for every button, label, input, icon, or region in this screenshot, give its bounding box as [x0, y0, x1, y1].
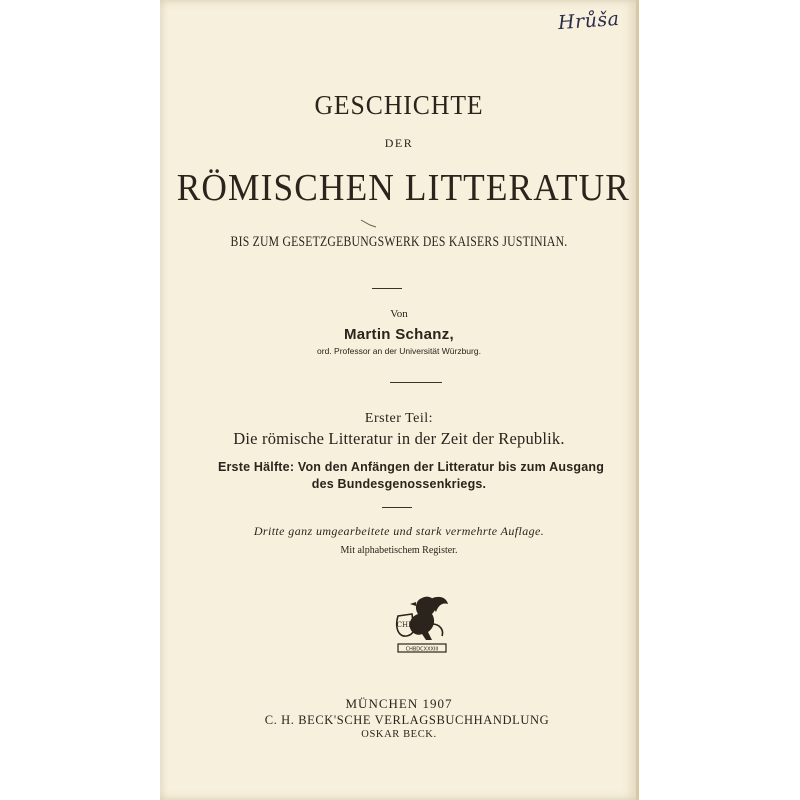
- imprint-owner: OSKAR BECK.: [361, 729, 437, 740]
- edition-note: Dritte ganz umgearbeitete und stark vermehrte Auflage.: [253, 524, 545, 538]
- griffin-emblem-icon: [392, 590, 452, 658]
- divider-3: [382, 507, 412, 508]
- divider-1: [372, 288, 402, 289]
- title-line-der: DER: [384, 136, 414, 150]
- title-page: [160, 0, 638, 800]
- page-mark-icon: [360, 218, 378, 228]
- imprint-city-year: MÜNCHEN 1907: [345, 696, 453, 711]
- half-title-line-1: Erste Hälfte: Von den Anfängen der Litteratur bis zum Ausgang: [217, 460, 605, 474]
- emblem-ribbon-text: CHBDCXXXIII: [405, 646, 439, 653]
- divider-2: [390, 382, 442, 383]
- title-line-geschichte: GESCHICHTE: [314, 90, 484, 120]
- page-edge: [636, 0, 639, 800]
- author-by: Von: [390, 308, 408, 320]
- register-note: Mit alphabetischem Register.: [340, 545, 458, 556]
- author-name: Martin Schanz,: [343, 326, 455, 343]
- subtitle: BIS ZUM GESETZGEBUNGSWERK DES KAISERS JUSTINIAN.: [230, 234, 568, 250]
- owner-signature: Hrůša: [557, 7, 621, 35]
- svg-text:CHB: CHB: [396, 621, 414, 629]
- author-role: ord. Professor an der Universität Würzburg.: [317, 346, 481, 356]
- half-title-line-2: des Bundesgenossenkriegs.: [311, 477, 487, 491]
- part-title: Die römische Litteratur in der Zeit der Republik.: [233, 429, 565, 448]
- title-line-main: RÖMISCHEN LITTERATUR: [176, 167, 631, 209]
- part-label: Erster Teil:: [364, 411, 434, 426]
- imprint-publisher: C. H. BECK'SCHE VERLAGSBUCHHANDLUNG: [264, 713, 550, 727]
